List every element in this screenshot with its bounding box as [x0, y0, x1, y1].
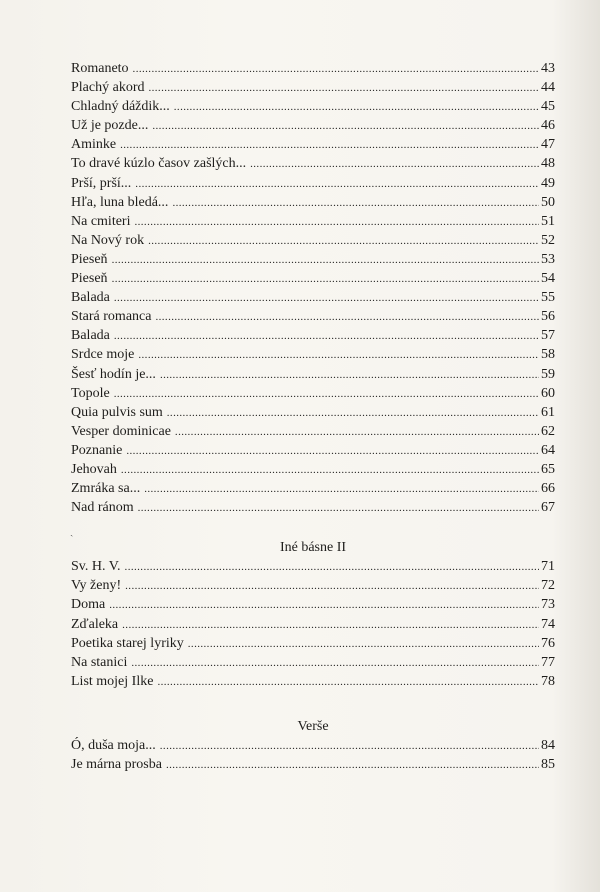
toc-entry — [71, 460, 555, 479]
toc-entry-title: Sv. H. V. — [71, 559, 121, 575]
toc-entry-page-number: 76 — [541, 635, 555, 651]
toc-entry-page-number: 61 — [541, 404, 555, 420]
toc-entry-page-number: 45 — [541, 99, 555, 115]
toc-entry — [71, 576, 555, 595]
dot-leader — [144, 480, 539, 499]
toc-entry-title: Stará romanca — [71, 309, 152, 325]
toc-entry — [71, 403, 555, 422]
dot-leader — [148, 79, 539, 98]
dot-leader — [138, 346, 539, 365]
toc-entry — [71, 326, 555, 345]
toc-entry — [71, 441, 555, 460]
toc-entry-title: Balada — [71, 328, 110, 344]
toc-entry-title: Doma — [71, 597, 106, 613]
table-of-contents — [71, 59, 555, 774]
toc-entry-page-number: 66 — [541, 481, 555, 497]
dot-leader — [157, 673, 539, 692]
toc-entry-page-number: 60 — [541, 385, 555, 401]
toc-entry-page-number: 74 — [541, 616, 555, 632]
toc-entry — [71, 653, 555, 672]
toc-entry — [71, 498, 555, 517]
dot-leader — [121, 461, 539, 480]
toc-entry-title: Už je pozde... — [71, 118, 149, 134]
toc-entry-page-number: 67 — [541, 500, 555, 516]
toc-entry — [71, 193, 555, 212]
toc-entry-title: Topole — [71, 385, 110, 401]
dot-leader — [155, 308, 539, 327]
toc-entry-title: Zďaleka — [71, 616, 119, 632]
toc-section-3 — [71, 736, 555, 774]
dot-leader — [167, 404, 539, 423]
dot-leader — [120, 136, 539, 155]
toc-entry — [71, 250, 555, 269]
dot-leader — [250, 155, 539, 174]
toc-entry-page-number: 55 — [541, 290, 555, 306]
toc-section-1 — [71, 59, 555, 517]
toc-entry — [71, 212, 555, 231]
toc-entry — [71, 78, 555, 97]
toc-entry — [71, 736, 555, 755]
section-spacer — [71, 517, 555, 538]
dot-leader — [152, 117, 539, 136]
dot-leader — [126, 442, 539, 461]
toc-entry-page-number: 52 — [541, 232, 555, 248]
toc-entry-title: Hľa, luna bledá... — [71, 194, 169, 210]
toc-entry-title: Vy ženy! — [71, 578, 122, 594]
toc-entry-title: Balada — [71, 290, 110, 306]
toc-entry-title: Na stanici — [71, 654, 128, 670]
dot-leader — [148, 232, 539, 251]
dot-leader — [135, 175, 539, 194]
toc-entry — [71, 269, 555, 288]
toc-entry — [71, 634, 555, 653]
toc-entry — [71, 479, 555, 498]
toc-entry-title: Jehovah — [71, 461, 117, 477]
toc-entry-page-number: 73 — [541, 597, 555, 613]
toc-entry-title: Nad ránom — [71, 500, 134, 516]
dot-leader — [138, 499, 539, 518]
section-heading-ine-basne-ii: Iné básne II — [279, 540, 347, 556]
print-mark: ˎ — [70, 526, 74, 537]
toc-entry — [71, 231, 555, 250]
dot-leader — [114, 327, 539, 346]
dot-leader — [133, 60, 539, 79]
toc-entry — [71, 345, 555, 364]
toc-entry-page-number: 72 — [541, 578, 555, 594]
toc-entry-title: Prší, prší... — [71, 175, 132, 191]
toc-entry-title: Aminke — [71, 137, 117, 153]
toc-entry-page-number: 51 — [541, 213, 555, 229]
toc-entry-title: Vesper dominicae — [71, 423, 171, 439]
toc-entry — [71, 288, 555, 307]
toc-section-2 — [71, 557, 555, 691]
toc-entry-page-number: 84 — [541, 737, 555, 753]
toc-entry-title: List mojej Ilke — [71, 673, 154, 689]
toc-entry — [71, 755, 555, 774]
toc-entry-title: Na cmiteri — [71, 213, 131, 229]
toc-entry-title: Zmráka sa... — [71, 481, 141, 497]
dot-leader — [166, 756, 539, 775]
toc-entry-page-number: 77 — [541, 654, 555, 670]
dot-leader — [114, 385, 539, 404]
toc-entry — [71, 557, 555, 576]
dot-leader — [174, 98, 539, 117]
dot-leader — [134, 213, 539, 232]
toc-entry-title: Quia pulvis sum — [71, 404, 163, 420]
dot-leader — [160, 737, 539, 756]
toc-entry-page-number: 56 — [541, 309, 555, 325]
toc-entry-page-number: 62 — [541, 423, 555, 439]
toc-entry-page-number: 43 — [541, 61, 555, 76]
toc-entry — [71, 422, 555, 441]
section-spacer — [71, 691, 555, 717]
dot-leader — [172, 194, 539, 213]
toc-entry-page-number: 48 — [541, 156, 555, 172]
toc-entry-title: Na Nový rok — [71, 232, 145, 248]
dot-leader — [122, 616, 539, 635]
toc-entry — [71, 116, 555, 135]
toc-entry — [71, 307, 555, 326]
dot-leader — [114, 289, 539, 308]
toc-entry — [71, 154, 555, 173]
toc-entry-title: Srdce moje — [71, 347, 135, 363]
toc-entry — [71, 384, 555, 403]
dot-leader — [125, 558, 539, 577]
toc-entry-title: Je márna prosba — [71, 757, 162, 772]
toc-entry-title: Chladný dáždik... — [71, 99, 170, 115]
toc-entry — [71, 59, 555, 78]
dot-leader — [160, 366, 539, 385]
dot-leader — [112, 270, 539, 289]
toc-entry-title: Romaneto — [71, 61, 129, 76]
toc-entry-page-number: 44 — [541, 80, 555, 96]
toc-entry — [71, 672, 555, 691]
toc-entry-page-number: 85 — [541, 757, 555, 772]
toc-entry-page-number: 71 — [541, 559, 555, 575]
toc-entry-title: Plachý akord — [71, 80, 145, 96]
toc-entry — [71, 97, 555, 116]
toc-entry-page-number: 50 — [541, 194, 555, 210]
toc-entry-title: Pieseň — [71, 251, 108, 267]
toc-entry — [71, 615, 555, 634]
dot-leader — [125, 577, 539, 596]
toc-entry-page-number: 58 — [541, 347, 555, 363]
toc-entry — [71, 595, 555, 614]
toc-entry-page-number: 46 — [541, 118, 555, 134]
toc-entry-page-number: 54 — [541, 271, 555, 287]
toc-entry-page-number: 78 — [541, 673, 555, 689]
toc-entry — [71, 135, 555, 154]
toc-entry-title: Ó, duša moja... — [71, 737, 156, 753]
toc-entry-title: Poznanie — [71, 442, 123, 458]
toc-entry-page-number: 59 — [541, 366, 555, 382]
toc-entry-page-number: 49 — [541, 175, 555, 191]
dot-leader — [131, 654, 539, 673]
toc-entry-title: Pieseň — [71, 271, 108, 287]
dot-leader — [175, 423, 539, 442]
toc-entry-page-number: 57 — [541, 328, 555, 344]
toc-entry-page-number: 65 — [541, 461, 555, 477]
toc-entry-title: Poetika starej lyriky — [71, 635, 184, 651]
toc-entry — [71, 174, 555, 193]
dot-leader — [188, 635, 539, 654]
toc-entry-page-number: 53 — [541, 251, 555, 267]
dot-leader — [112, 251, 539, 270]
toc-entry-title: Šesť hodín je... — [71, 366, 156, 382]
toc-entry — [71, 365, 555, 384]
toc-entry-page-number: 47 — [541, 137, 555, 153]
section-heading-verse: Verše — [297, 718, 329, 734]
dot-leader — [109, 596, 539, 615]
toc-entry-title: To dravé kúzlo časov zašlých... — [71, 156, 247, 172]
toc-entry-page-number: 64 — [541, 442, 555, 458]
